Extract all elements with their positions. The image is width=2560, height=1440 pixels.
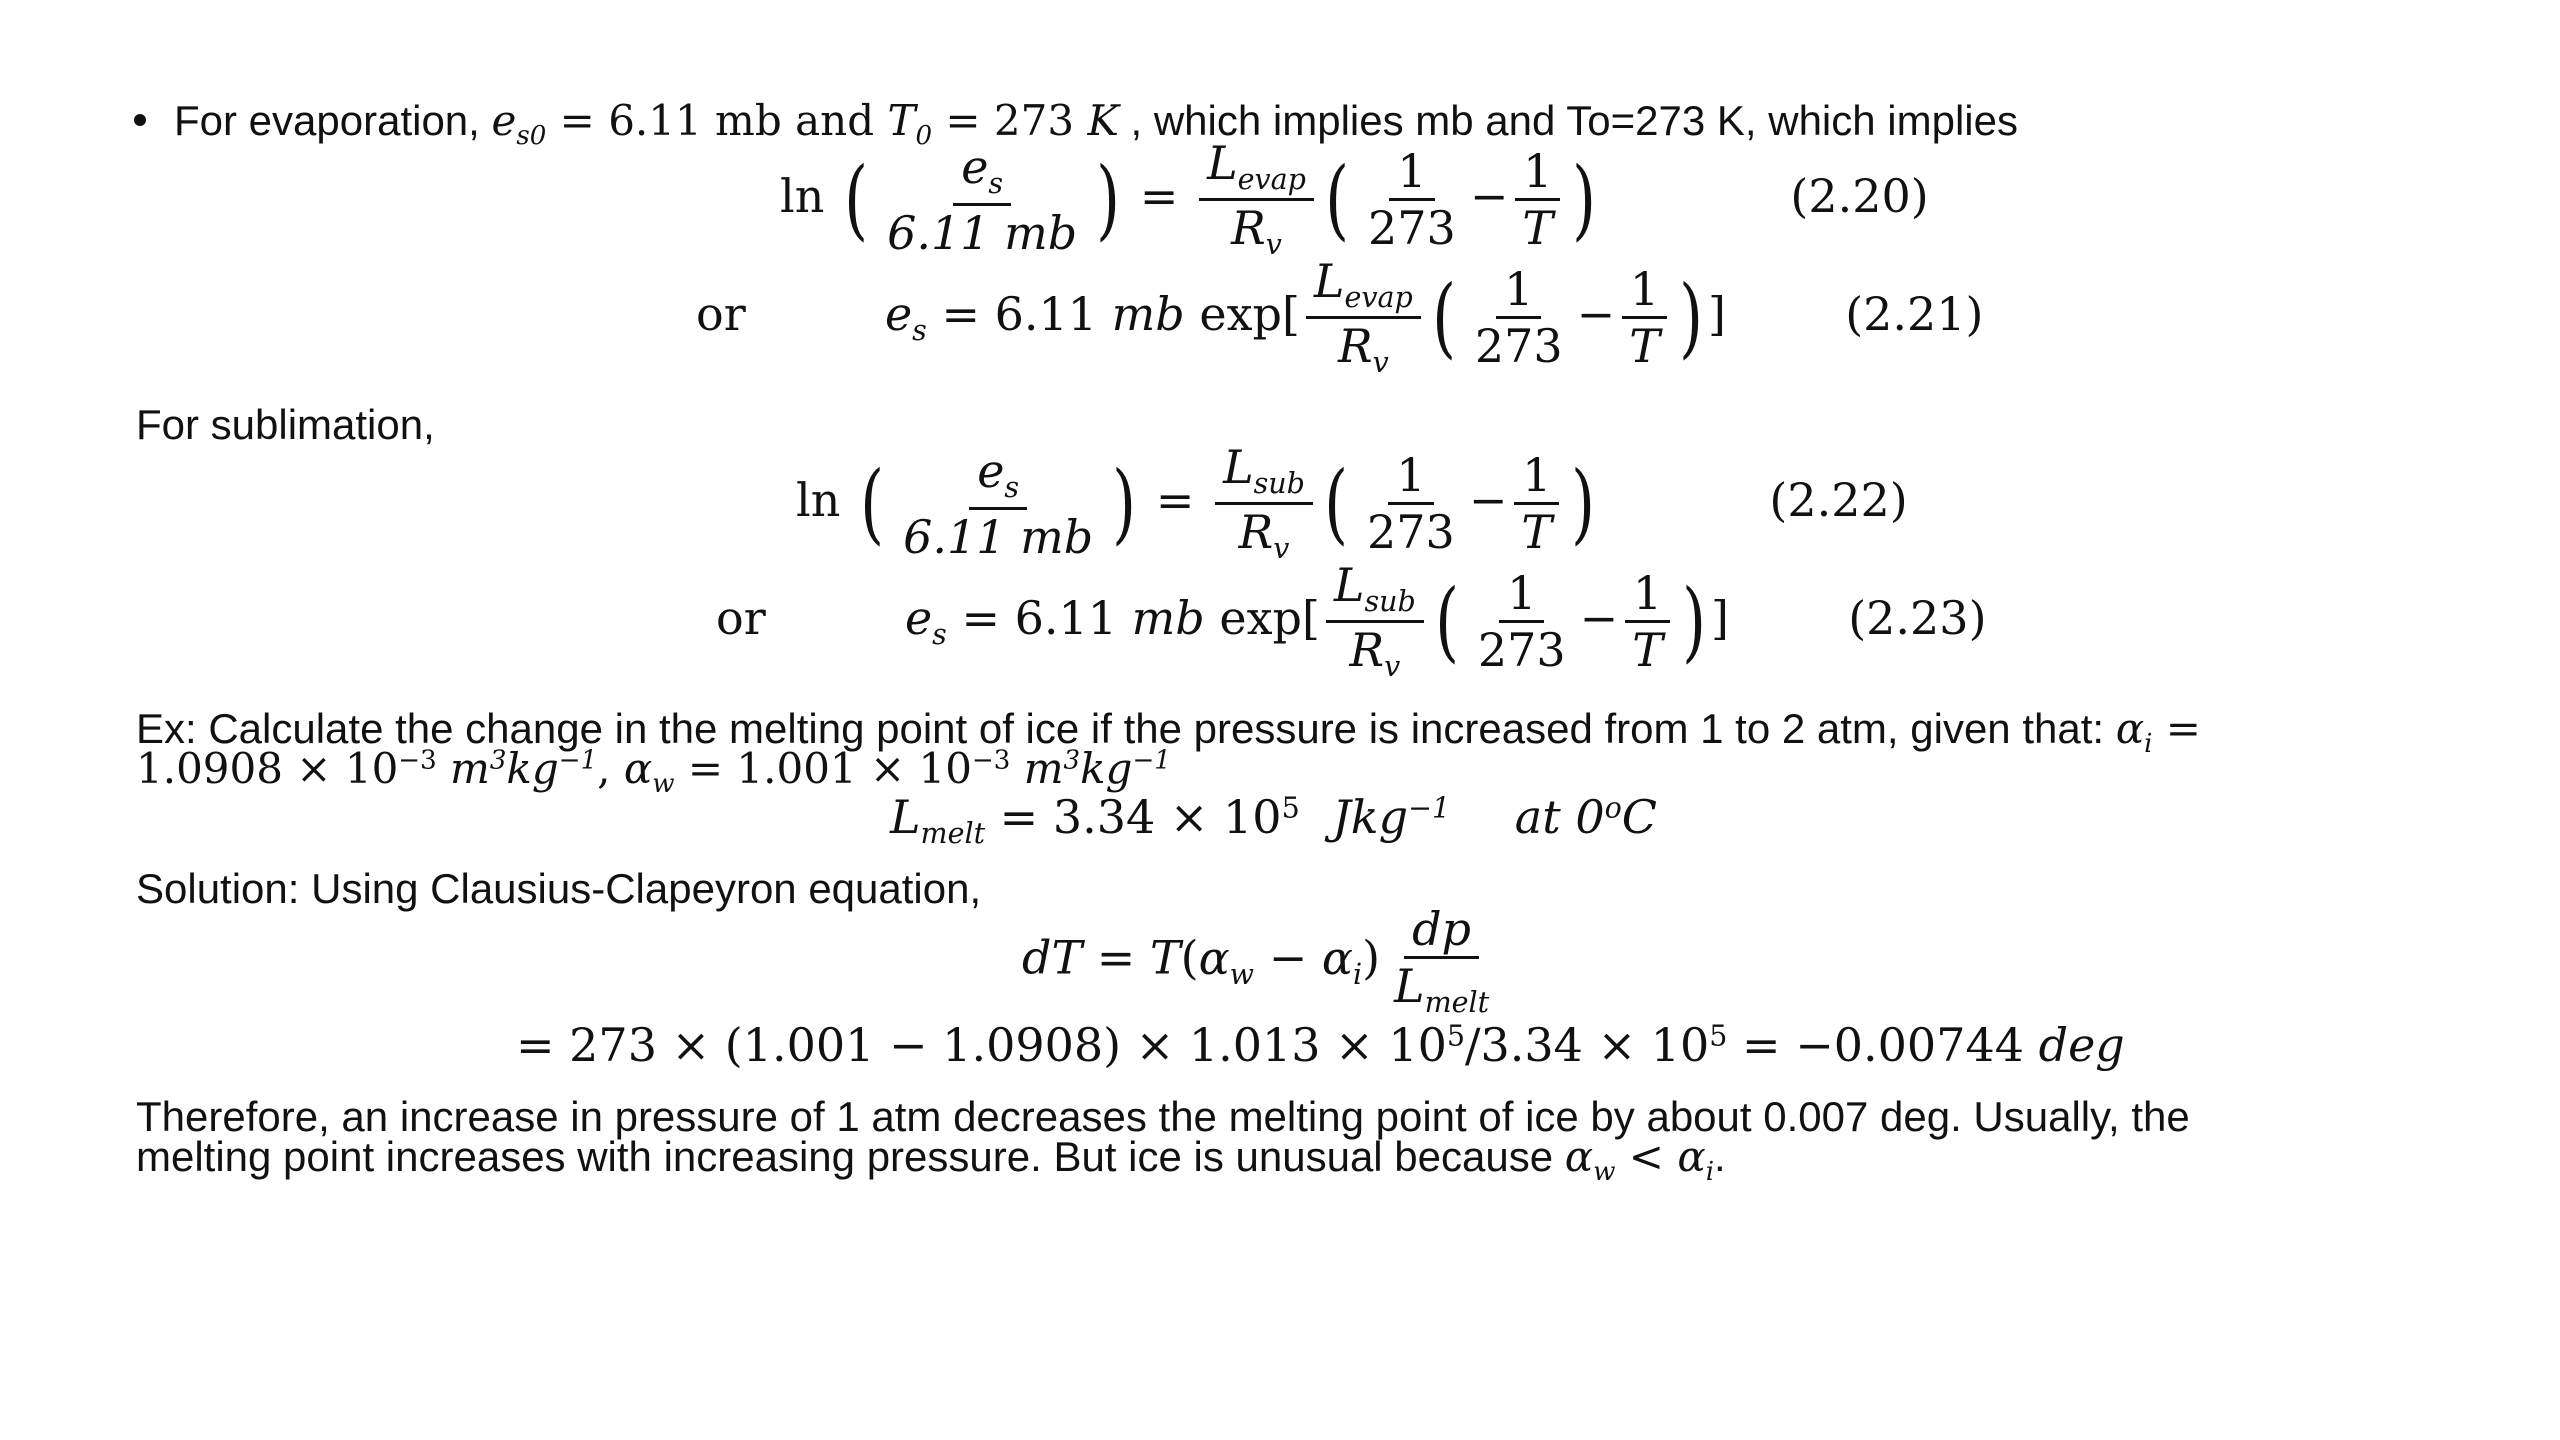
one-over-273-fraction: $\frac{1}{273}$: [1477, 566, 1566, 678]
clausius-clapeyron-equation: dT = $T(\alpha_w - \alpha_i)$ $\frac{dp}{L_{melt}}$: [1022, 906, 1503, 1017]
unit-m3-kg: $m^3kg^{-1}$: [1023, 744, 1171, 793]
example-line-2: $1.0908 \times 10^{-3}$ $m^3kg^{-1}$, $\alpha_w = 1.001 \times 10^{-3}$ $m^3kg^{-1}$: [136, 744, 1171, 800]
one-over-273-fraction: $\frac{1}{273}$: [1367, 448, 1455, 560]
mb-unit: mb: [1131, 590, 1205, 645]
ln-operator: ln: [796, 472, 841, 527]
equation-label: (2.22): [1769, 472, 1908, 527]
close-bracket: ]: [1707, 286, 1726, 341]
lmelt-line: $L_{melt} = 3.34 \times 10^5$ Jkg$^{-1}$ at 0$^o$C: [890, 790, 1657, 850]
equation-label: (2.23): [1848, 590, 1987, 645]
bullet-text-after: , which implies mb and To=273 K, which implies: [1118, 97, 2018, 144]
alpha-i-symbol: $\alpha_i$: [2115, 704, 2153, 760]
solution-heading: Solution: Using Clausius-Clapeyron equation,: [136, 865, 982, 912]
conclusion-line-2: melting point increases with increasing pressure. But ice is unusual because $\alpha_w < \alpha_i$.: [136, 1132, 1726, 1188]
t-symbol: T: [1149, 930, 1181, 985]
conclusion-line-1: Therefore, an increase in pressure of 1 atm decreases the melting point of ice by about 0.007 deg. Usually, the: [136, 1093, 2190, 1140]
es-symbol: $e_s$: [884, 286, 927, 347]
es-symbol: $e_s$: [904, 590, 947, 651]
paren-open: (: [844, 148, 868, 251]
equation-2-21: or $e_s = 6.11$ mb exp[ $\frac{L_{evap}}{R_v}$ ( $\frac{1}{273}$ − $\frac{1}{T}$ ) ] (2.21): [696, 254, 1984, 380]
alpha-w-value: = 1.001 × 10: [674, 744, 972, 793]
bullet-middle-1: = 6.11 mb and: [546, 96, 888, 145]
minus-sign: −: [1576, 286, 1616, 341]
or-word: or: [696, 286, 746, 341]
minus-sign: −: [1579, 590, 1619, 645]
calculation-line: = $273 \times (1.001 - 1.0908) \times 1.013 \times 10^5/3.34 \times 10^5 = -0.00744$ deg: [516, 1018, 2125, 1072]
alpha-w-symbol: $\alpha_w$: [1198, 930, 1255, 991]
equals-value: = 6.11: [961, 590, 1118, 645]
bullet-text-before: For evaporation,: [174, 97, 492, 144]
equals-value: = 6.11: [941, 286, 1098, 341]
one-over-273-fraction: $\frac{1}{273}$: [1368, 144, 1456, 256]
alpha-i-value: 1.0908 × 10: [136, 744, 399, 793]
lmelt-unit: Jkg$^{-1}$: [1332, 790, 1451, 844]
alpha-w-symbol: $\alpha_w$: [623, 744, 675, 800]
lmelt-symbol: $L_{melt}$: [890, 790, 986, 850]
sublimation-heading: For sublimation,: [136, 401, 435, 448]
paren-close: ): [1096, 148, 1121, 251]
equation-2-23: or $e_s = 6.11$ mb exp[ $\frac{L_{sub}}{R_v}$ ( $\frac{1}{273}$ − $\frac{1}{T}$ ) ] (2.23): [716, 558, 1987, 684]
alpha-w-symbol: $\alpha_w$: [1564, 1132, 1616, 1188]
bullet-middle-2: = 273: [932, 96, 1088, 145]
one-over-t-fraction: $\frac{1}{T}$: [1624, 570, 1671, 673]
es-fraction: $\frac{e_s}{6.11 mb}$: [887, 140, 1078, 260]
l-over-r-fraction: $\frac{L_{evap}}{R_v}$: [1306, 258, 1421, 378]
dp-over-lmelt-fraction: $\frac{dp}{L_{melt}}$: [1394, 902, 1490, 1019]
bullet-dot-icon: [134, 114, 146, 126]
deg-unit: deg: [2038, 1018, 2125, 1072]
calc-expression: = 273 × (1.001 − 1.0908) × 1.013 × 10: [516, 1018, 1447, 1072]
l-over-r-fraction: $\frac{L_{sub}}{R_v}$: [1326, 562, 1424, 682]
unit-m3: $m^3kg^{-1}$: [450, 744, 598, 793]
equation-label: (2.20): [1790, 168, 1929, 223]
minus-sign: −: [1469, 168, 1509, 223]
lmelt-value: = 3.34 × 10: [985, 790, 1282, 844]
es0-symbol: $e_{s0}$: [491, 96, 547, 152]
es-fraction: $\frac{e_s}{6.11 mb}$: [903, 444, 1094, 564]
or-word: or: [716, 590, 766, 645]
one-over-t-fraction: $\frac{1}{T}$: [1514, 148, 1561, 251]
calc-result: = −0.00744: [1727, 1018, 2039, 1072]
dt-symbol: dT: [1022, 930, 1083, 985]
equals-sign: =: [1155, 472, 1195, 527]
l-over-r-fraction: $\frac{L_{sub}}{R_v}$: [1215, 444, 1313, 564]
equals-sign: =: [1139, 168, 1179, 223]
kelvin-symbol: K: [1087, 96, 1119, 145]
ln-operator: ln: [780, 168, 825, 223]
one-over-t-fraction: $\frac{1}{T}$: [1513, 452, 1560, 555]
exp-operator: exp[: [1219, 590, 1320, 645]
equation-label: (2.21): [1845, 286, 1984, 341]
mb-unit: mb: [1111, 286, 1185, 341]
example-text: Ex: Calculate the change in the melting point of ice if the pressure is increased from 1 to 2 atm, given that:: [136, 705, 2116, 752]
equals-sign: =: [2152, 704, 2201, 753]
alpha-i-symbol: $\alpha_i$: [1677, 1132, 1715, 1188]
equation-2-22: ln ( $\frac{e_s}{6.11 mb}$ ) = $\frac{L_{sub}}{R_v}$ ( $\frac{1}{273}$ − $\frac{1}{T}$ ) (2.22): [796, 440, 1908, 566]
one-over-273-fraction: $\frac{1}{273}$: [1474, 262, 1563, 374]
equation-2-20: ln ( $\frac{e_s}{6.11 mb}$ ) = $\frac{L_{evap}}{R_v}$ ( $\frac{1}{273}$ − $\frac{1}{T}$ ) (2.20): [780, 136, 1929, 262]
close-bracket: ]: [1711, 590, 1729, 645]
t0-symbol: $T_0$: [887, 96, 933, 152]
lmelt-at: at 0$^o$C: [1514, 790, 1657, 844]
exp-operator: exp[: [1199, 286, 1300, 341]
alpha-i-symbol: $\alpha_i$: [1321, 930, 1363, 991]
one-over-t-fraction: $\frac{1}{T}$: [1621, 266, 1668, 369]
minus-sign: −: [1468, 472, 1508, 527]
l-over-r-fraction: $\frac{L_{evap}}{R_v}$: [1199, 140, 1314, 260]
